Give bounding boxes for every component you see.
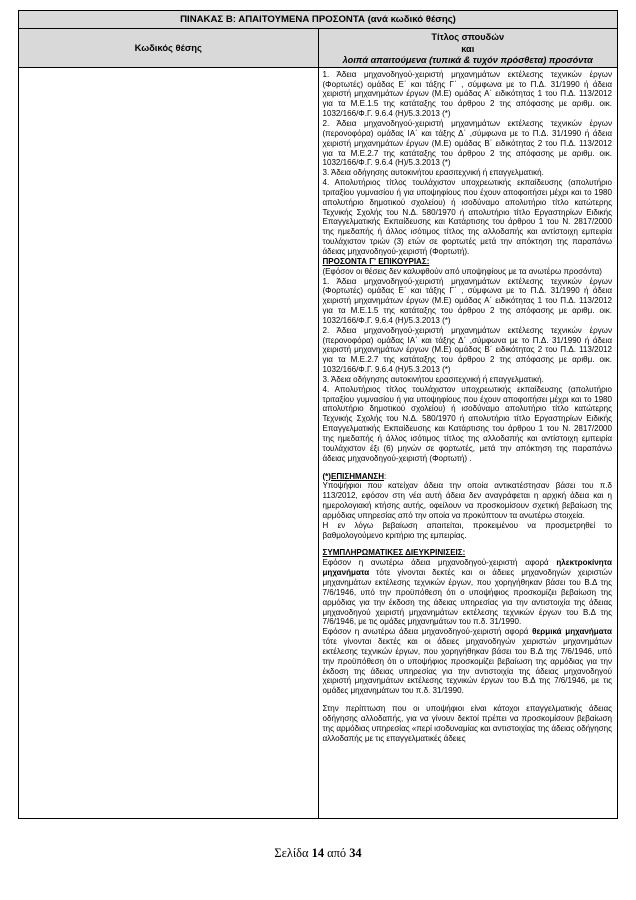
- column-header-position-code: Κωδικός θέσης: [19, 29, 319, 68]
- note-paragraph-1: Υποψήφιοι που κατείχαν άδεια την οποία αντικατέστησαν βάσει του π.δ 113/2012, εφόσον στη νέα αυτή άδεια δεν αναγράφεται η αρχική άδεια και η ημερολογιακή κτήσης αυτής, οφείλουν να προσκομίσουν σχετική βεβαίωση της αρμόδιας υπηρεσίας από την οποία να προκύπτουν τα ανωτέρω στοιχεία.: [322, 481, 612, 520]
- position-code-cell: [19, 67, 319, 818]
- spacer: [323, 464, 613, 472]
- document-page: [18, 10, 618, 819]
- footer-page-total: 34: [349, 846, 362, 860]
- table-title: ΠΙΝΑΚΑΣ Β: ΑΠΑΙΤΟΥΜΕΝΑ ΠΡΟΣΟΝΤΑ (ανά κωδικό θέσης): [19, 11, 618, 29]
- supplementary-paragraph-1: [323, 558, 613, 627]
- tertiary-item-2: 2. Άδεια μηχανοδηγού-χειριστή μηχανημάτων εκτέλεσης τεχνικών έργων (περονοφόρα) ομάδας ΙΑ΄ και τάξης Δ΄ ,σύμφωνα με το Π.Δ. 31/1990 ή άδεια χειριστή μηχανημάτων έργων (Μ.Ε) ομάδας Β΄ ειδικότητας 2 του Π.Δ. 113/2012 για τα Μ.Ε.2.7 της κατάταξης του άρθρου 2 της απόφασης με αριθμ. οικ. 1032/166/Φ.Γ. 9.6.4 (Η)/5.3.2013 (*): [322, 325, 612, 375]
- supplementary-heading: ΣΥΜΠΛΗΡΩΜΑΤΙΚΕΣ ΔΙΕΥΚΡΙΝΙΣΕΙΣ:: [322, 548, 466, 558]
- note-heading: (*)ΕΠΙΣΗΜΑΝΣΗ: [322, 471, 385, 481]
- page-footer: [0, 846, 636, 861]
- tertiary-item-1: 1. Άδεια μηχανοδηγού-χειριστή μηχανημάτων εκτέλεσης τεχνικών έργων (Φορτωτές) ομάδας Ε΄ και τάξης Γ΄ , σύμφωνα με το Π.Δ. 31/1990 ή άδεια χειριστή μηχανημάτων έργων (Μ.Ε) ομάδας Α΄ ειδικότητας 1 του Π.Δ. 113/2012 για τα Μ.Ε.1.5 της κατάταξης του άρθρου 2 της απόφασης με αριθμ. οικ. 1032/166/Φ.Γ. 9.6.4 (Η)/5.3.2013 (*): [322, 276, 612, 325]
- supp-p2-text-b: τότε γίνονται δεκτές και οι άδειες μηχανοδηγών χειριστών μηχανημάτων εκτέλεσης τεχνικών έργων, που χορηγήθηκαν βάσει του Β.Δ της 7/6/1946, υπό την προϋπόθεση ότι ο υποψήφιος προσκομίζει βεβαίωση της αρμόδιας για την έκδοση της άδειας υπηρεσίας για την αντιστοιχία της άδειας μηχανοδηγού χειριστή μηχανημάτων εκτέλεσης τεχνικών έργων του Β.Δ της 7/6/1946, με τις ομάδες μηχανημάτων του π.δ. 31/1990.: [322, 637, 612, 696]
- note-colon: :: [384, 471, 387, 481]
- spacer: [323, 540, 613, 548]
- footer-page-of: από: [327, 846, 347, 860]
- tertiary-item-3: 3. Άδεια οδήγησης αυτοκινήτου ερασιτεχνική ή επαγγελματική.: [322, 374, 544, 384]
- qualification-item-4: 4. Απολυτήριος τίτλος τουλάχιστον υποχρεωτικής εκπαίδευσης (απολυτήριο τριταξίου γυμνασίου ή για υποψηφίους που έχουν αποφοιτήσει μέχρι και το 1980 απολυτήριο δημοτικού σχολείου) ή ισοδύναμο απολυτήριο τίτλο κατώτερης Τεχνικής Σχολής του Ν.Δ. 580/1970 ή απολυτήριο τίτλο Εργαστηρίων Ειδικής Επαγγελματικής Εκπαίδευσης και Κατάρτισης του άρθρου 1 του Ν. 2817/2000 της ημεδαπής ή άλλος ισότιμος τίτλος της αλλοδαπής και αντίστοιχη εμπειρία τουλάχιστον τριών (3) ετών σε φορτωτές μετά την απόκτηση της παραπάνω άδειας μηχανοδηγού-χειριστή (Φορτωτή).: [322, 178, 612, 256]
- requirements-table: [18, 10, 618, 819]
- table-header-row: [19, 29, 618, 68]
- supp-p2-bold: θερμικά μηχανήματα: [532, 627, 612, 637]
- tertiary-qualifications-intro: (Εφόσον οι θέσεις δεν καλυφθούν από υποψηφίους με τα ανωτέρω προσόντα): [322, 266, 602, 276]
- supplementary-paragraph-2: [323, 627, 613, 696]
- header-line-requirements: [319, 55, 618, 67]
- table-body-row: [19, 67, 618, 818]
- qualification-item-3: 3. Άδεια οδήγησης αυτοκινήτου ερασιτεχνική ή επαγγελματική.: [322, 168, 544, 178]
- qualification-item-2: 2. Άδεια μηχανοδηγού-χειριστή μηχανημάτων εκτέλεσης τεχνικών έργων (περονοφόρα) ομάδας ΙΑ΄ και τάξης Δ΄ ,σύμφωνα με το Π.Δ. 31/1990 ή άδεια χειριστή μηχανημάτων έργων (Μ.Ε) ομάδας Β΄ ειδικότητας 2 του Π.Δ. 113/2012 για τα Μ.Ε.2.7 της κατάταξης του άρθρου 2 της απόφασης με αριθμ. οικ. 1032/166/Φ.Γ. 9.6.4 (Η)/5.3.2013 (*): [322, 119, 612, 168]
- header-line-degree: Τίτλος σπουδών: [431, 32, 505, 42]
- note-heading-line: [323, 472, 613, 482]
- foreign-license-paragraph: Στην περίπτωση που οι υποψήφιοι είναι κάτοχοι επαγγελματικής άδειας οδήγησης αλλοδαπής, για να γίνουν δεκτοί πρέπει να προσκομίσουν βεβαίωση της αρμόδιας υπηρεσίας «περί ισοδυναμίας και αντιστοιχίας της άδειας οδήγησης αλλοδαπής με τις επαγγελματικές άδειες: [322, 704, 612, 743]
- column-header-qualifications: [318, 29, 618, 68]
- tertiary-qualifications-heading: ΠΡΟΣΟΝΤΑ Γ' ΕΠΙΚΟΥΡΙΑΣ:: [322, 256, 430, 266]
- table-title-row: [19, 11, 618, 29]
- header-requirements-text: λοιπά απαιτούμενα (τυπικά & τυχόν πρόσθετα) προσόντα: [342, 55, 593, 66]
- qualifications-cell: [318, 67, 618, 818]
- spacer: [323, 696, 613, 704]
- supp-p1-bold: ηλεκτροκίνητα μηχανήματα: [322, 558, 612, 578]
- footer-page-prefix: Σελίδα: [274, 846, 309, 860]
- supp-p2-text-a: Εφόσον η ανωτέρω άδεια μηχανοδηγού-χειριστή αφορά: [322, 627, 533, 637]
- note-paragraph-2: Η εν λόγω βεβαίωση απαιτείται, προκειμένου να προσμετρηθεί το βαθμολογούμενο κριτήριο της εμπειρίας.: [322, 520, 612, 540]
- supp-p1-text-a: Εφόσον η ανωτέρω άδεια μηχανοδηγού-χειριστή αφορά: [322, 558, 557, 568]
- qualification-item-1: 1. Άδεια μηχανοδηγού-χειριστή μηχανημάτων εκτέλεσης τεχνικών έργων (Φορτωτές) ομάδας Ε΄ και τάξης Γ΄ , σύμφωνα με το Π.Δ. 31/1990 ή άδεια χειριστή μηχανημάτων έργων (Μ.Ε) ομάδας Α΄ ειδικότητας 1 του Π.Δ. 113/2012 για τα Μ.Ε.1.5 της κατάταξης του άρθρου 2 της απόφασης με αριθμ. οικ. 1032/166/Φ.Γ. 9.6.4 (Η)/5.3.2013 (*): [322, 69, 612, 119]
- header-line-and: και: [461, 43, 475, 54]
- tertiary-item-4: 4. Απολυτήριος τίτλος τουλάχιστον υποχρεωτικής εκπαίδευσης (απολυτήριο τριταξίου γυμνασίου ή για υποψηφίους που έχουν αποφοιτήσει μέχρι και το 1980 απολυτήριο δημοτικού σχολείου) ή ισοδύναμο απολυτήριο τίτλο κατώτερης Τεχνικής Σχολής του Ν.Δ. 580/1970 ή απολυτήριο τίτλο Εργαστηρίων Ειδικής Επαγγελματικής Εκπαίδευσης και Κατάρτισης του άρθρου 1 του Ν. 2817/2000 της ημεδαπής ή άλλος ισότιμος τίτλος της αλλοδαπής και αντίστοιχη εμπειρία τουλάχιστον έξι (6) μηνών σε φορτωτές, μετά την απόκτηση της παραπάνω άδειας μηχανοδηγού-χειριστή (Φορτωτή) .: [322, 384, 612, 463]
- supp-p1-text-b: τότε γίνονται δεκτές και οι άδειες μηχανοδηγών χειριστών μηχανημάτων εκτέλεσης τεχνικών έργων, που χορηγήθηκαν βάσει του Β.Δ της 7/6/1946, υπό την προϋπόθεση ότι ο υποψήφιος προσκομίζει βεβαίωση της αρμόδιας για την έκδοση της άδειας υπηρεσίας για την αντιστοιχία της άδειας μηχανοδηγού χειριστή μηχανημάτων εκτέλεσης τεχνικών έργων του Β.Δ της 7/6/1946, με τις ομάδες μηχανημάτων του π.δ. 31/1990.: [322, 568, 612, 627]
- footer-page-number: 14: [311, 846, 325, 860]
